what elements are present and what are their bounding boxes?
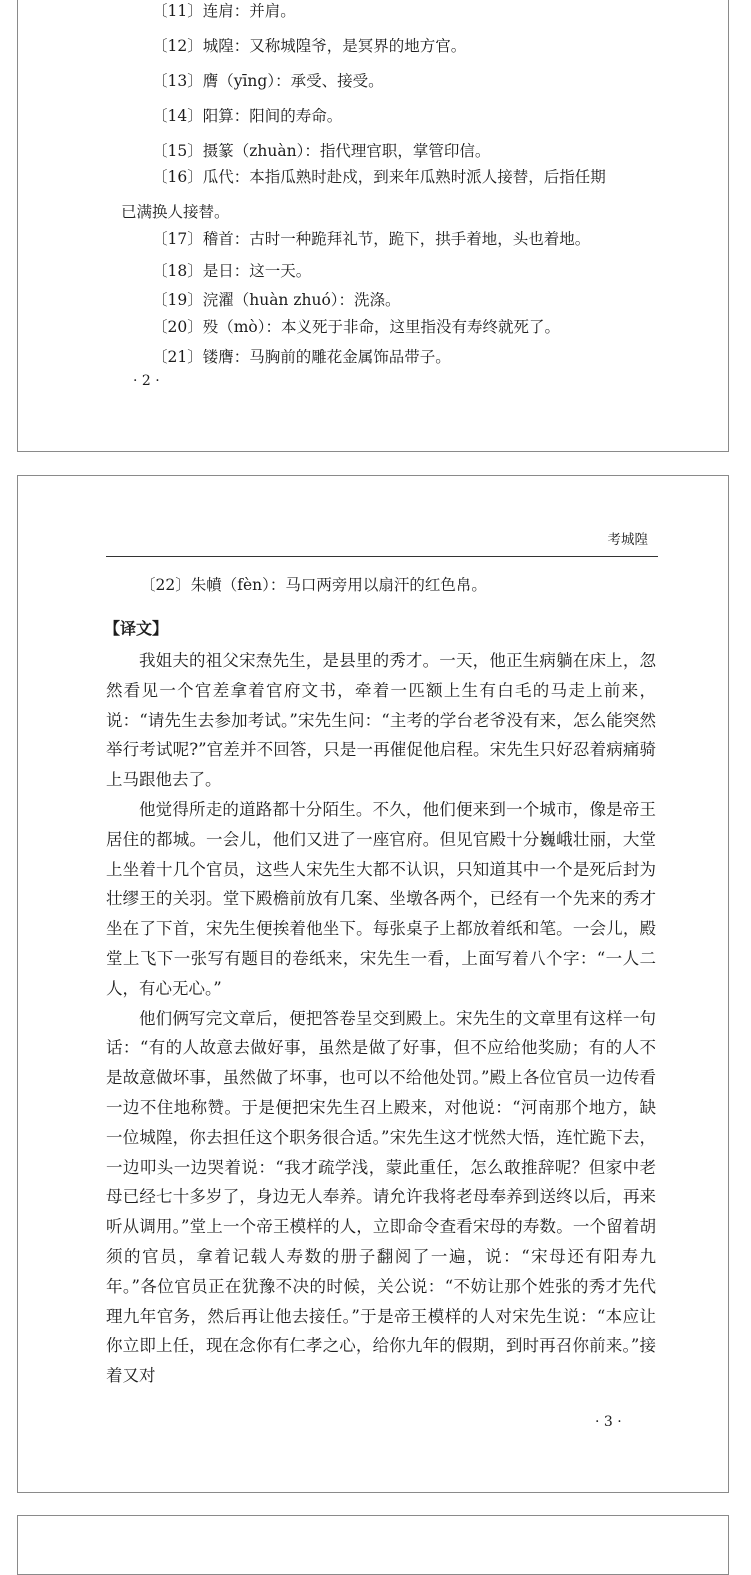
note-12: 〔12〕城隍：又称城隍爷，是冥界的地方官。 xyxy=(152,37,467,55)
page-number: · 2 · xyxy=(133,373,160,389)
note-19: 〔19〕浣濯（huàn zhuó）：洗涤。 xyxy=(152,291,401,309)
page-number: · 3 · xyxy=(595,1414,622,1430)
note-20: 〔20〕殁（mò）：本义死于非命，这里指没有寿终就死了。 xyxy=(152,318,561,336)
note-17: 〔17〕稽首：古时一种跪拜礼节，跪下，拱手着地，头也着地。 xyxy=(152,230,591,248)
note-18: 〔18〕是日：这一天。 xyxy=(152,262,312,280)
paragraph-2: 他觉得所走的道路都十分陌生。不久，他们便来到一个城市，像是帝王居住的都城。一会儿，他们又进了一座官府。但见官殿十分巍峨壮丽，大堂上坐着十几个官员，这些人宋先生大都不认识，只知道其中一个是死后封为壮缪王的关羽。堂下殿檐前放有几案、坐墩各两个，已经有一个先来的秀才坐在了下首，宋先生便挨着他坐下。每张桌子上都放着纸和笔。一会儿，殿堂上飞下一张写有题目的卷纸来，宋先生一看，上面写着八个字：“一人二人，有心无心。” xyxy=(106,799,656,998)
book-page-next xyxy=(17,1515,729,1575)
header-rule xyxy=(106,556,658,557)
note-21: 〔21〕镂膺：马胸前的雕花金属饰品带子。 xyxy=(152,348,451,366)
paragraph-3: 他们俩写完文章后，便把答卷呈交到殿上。宋先生的文章里有这样一句话：“有的人故意去做好事，虽然是做了好事，但不应给他奖励；有的人不是故意做坏事，虽然做了坏事，也可以不给他处罚。”殿上各位官员一边传看一边不住地称赞。于是便把宋先生召上殿来，对他说：“河南那个地方，缺一位城隍，你去担任这个职务很合适。”宋先生这才恍然大悟，连忙跪下去，一边叩头一边哭着说：“我才疏学浅，蒙此重任，怎么敢推辞呢？但家中老母已经七十多岁了，身边无人奉养。请允许我将老母奉养到送终以后，再来听从调用。”堂上一个帝王模样的人，立即命令查看宋母的寿数。一个留着胡须的官员，拿着记载人寿数的册子翻阅了一遍，说：“宋母还有阳寿九年。”各位官员正在犹豫不决的时候，关公说：“不妨让那个姓张的秀才先代理九年官务，然后再让他去接任。”于是帝王模样的人对宋先生说：“本应让你立即上任，现在念你有仁孝之心，给你九年的假期，到时再召你前来。”接着又对 xyxy=(106,1008,656,1386)
running-header-title: 考城隍 xyxy=(607,532,648,548)
book-page-3 xyxy=(17,475,729,1493)
note-22: 〔22〕朱幩（fèn）：马口两旁用以扇汗的红色帛。 xyxy=(140,576,487,594)
translation-text xyxy=(106,646,656,1391)
paragraph-1: 我姐夫的祖父宋焘先生，是县里的秀才。一天，他正生病躺在床上，忽然看见一个官差拿着官府文书，牵着一匹额上生有白毛的马走上前来，说：“请先生去参加考试。”宋先生问：“主考的学台老爷没有来，怎么能突然举行考试呢?”官差并不回答，只是一再催促他启程。宋先生只好忍着病痛骑上马跟他去了。 xyxy=(106,651,656,790)
note-14: 〔14〕阳算：阳间的寿命。 xyxy=(152,107,343,125)
note-16: 〔16〕瓜代：本指瓜熟时赴戍，到来年瓜熟时派人接替，后指任期 xyxy=(152,168,606,186)
book-page-2 xyxy=(17,0,729,452)
note-15: 〔15〕摄篆（zhuàn）：指代理官职，掌管印信。 xyxy=(152,142,491,160)
note-13: 〔13〕膺（yīng）：承受、接受。 xyxy=(152,72,384,90)
section-heading: 【译文】 xyxy=(104,619,169,638)
note-16-continued: 已满换人接替。 xyxy=(121,203,230,221)
note-11: 〔11〕连肩：并肩。 xyxy=(152,2,296,20)
